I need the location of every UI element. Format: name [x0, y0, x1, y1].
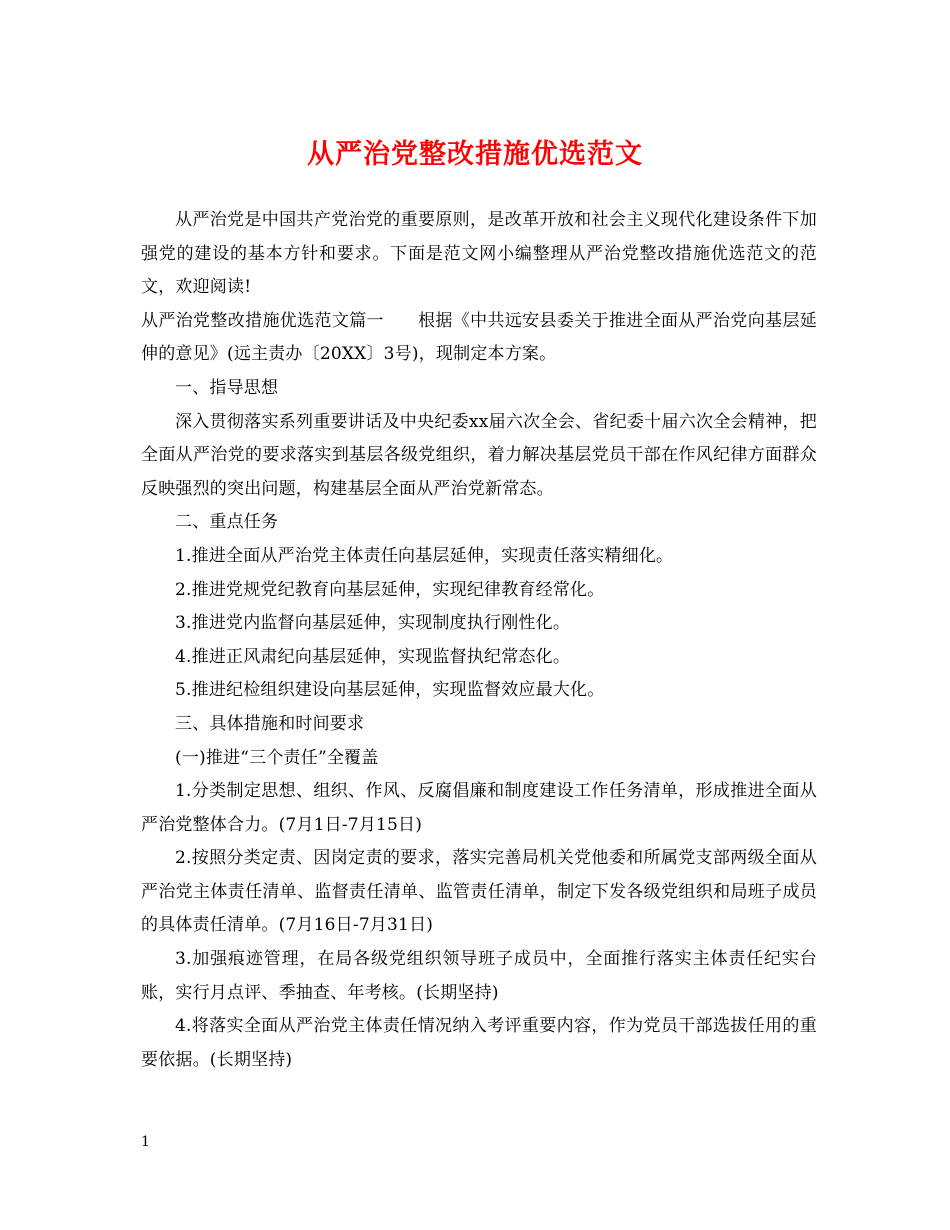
measure-item: 1.分类制定思想、组织、作风、反腐倡廉和制度建设工作任务清单，形成推进全面从严治党整体合力。(7月1日-7月15日) — [141, 781, 817, 835]
measure-item: 2.按照分类定责、因岗定责的要求，落实完善局机关党他委和所属党支部两级全面从严治党主体责任清单、监督责任清单、监管责任清单，制定下发各级党组织和局班子成员的具体责任清单。(7月16日-7月31日) — [141, 848, 817, 936]
section-heading-2: 二、重点任务 — [175, 512, 279, 533]
article-lead: 根据《中共远安县委关于推进全面从严治党向基层延伸的意见》(远主责办〔20XX〕3号)，现制定本方案。 — [141, 310, 817, 365]
task-item: 2.推进党规党纪教育向基层延伸，实现纪律教育经常化。 — [175, 579, 605, 600]
task-item: 4.推进正风肃纪向基层延伸，实现监督执纪常态化。 — [175, 646, 571, 667]
document-title: 从严治党整改措施优选范文 — [307, 139, 643, 170]
subsection-heading-1: (一)推进“三个责任”全覆盖 — [175, 747, 379, 768]
page-number: 1 — [141, 1134, 150, 1150]
article-heading: 从严治党整改措施优选范文篇一 — [141, 310, 384, 331]
task-item: 3.推进党内监督向基层延伸，实现制度执行刚性化。 — [175, 613, 571, 634]
task-item: 5.推进纪检组织建设向基层延伸，实现监督效应最大化。 — [175, 680, 605, 701]
measure-item: 3.加强痕迹管理，在局各级党组织领导班子成员中，全面推行落实主体责任纪实台账，实行月点评、季抽查、年考核。(长期坚持) — [141, 949, 817, 1003]
section-heading-3: 三、具体措施和时间要求 — [175, 713, 365, 734]
section-heading-1: 一、指导思想 — [175, 377, 279, 398]
intro-paragraph: 从严治党是中国共产党治党的重要原则，是改革开放和社会主义现代化建设条件下加强党的建设的基本方针和要求。下面是范文网小编整理从严治党整改措施优选范文的范文，欢迎阅读! — [141, 210, 817, 298]
document-body — [141, 204, 817, 1077]
task-item: 1.推进全面从严治党主体责任向基层延伸，实现责任落实精细化。 — [175, 545, 674, 566]
article-heading-paragraph — [141, 305, 817, 372]
section-paragraph-1: 深入贯彻落实系列重要讲话及中央纪委xx届六次全会、省纪委十届六次全会精神，把全面从严治党的要求落实到基层各级党组织，着力解决基层党员干部在作风纪律方面群众反映强烈的突出问题，构建基层全面从严治党新常态。 — [141, 411, 817, 499]
measure-item: 4.将落实全面从严治党主体责任情况纳入考评重要内容，作为党员干部选拔任用的重要依据。(长期坚持) — [141, 1016, 817, 1070]
